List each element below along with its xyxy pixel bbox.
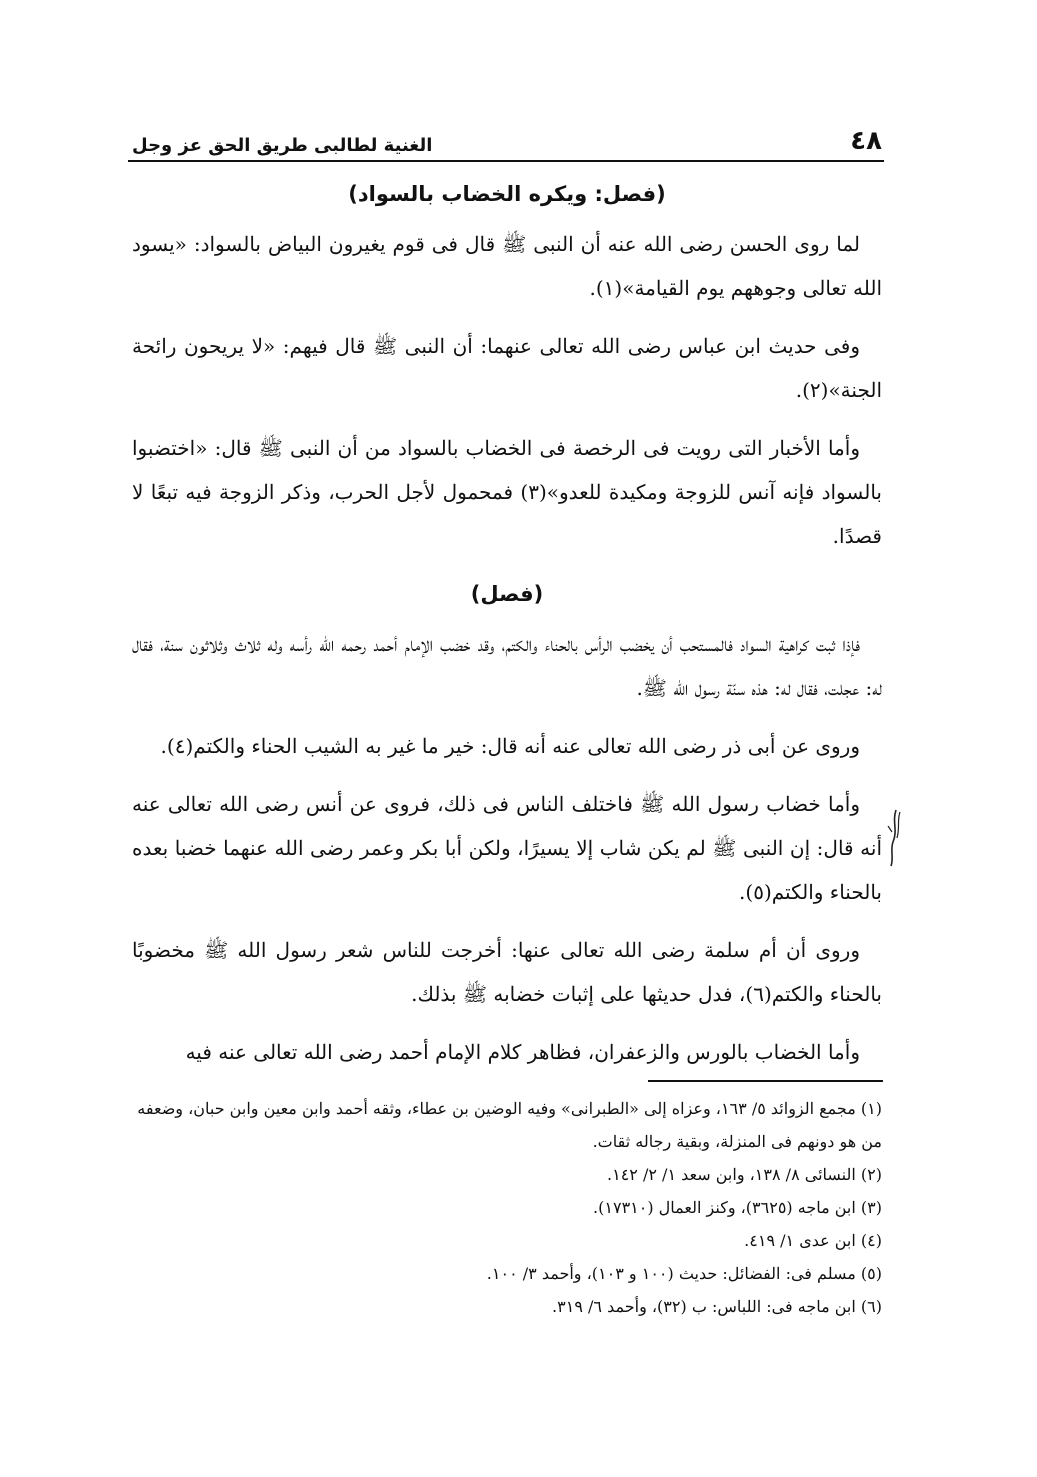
header-rule [128,160,884,162]
paragraph: فإذا ثبت كراهية السواد فالمستحب أن يخضب الرأس بالحناء والكتم، وقد خضب الإمام أحمد رحمه الله رأسه وله ثلاث وثلاثون سنة، فقال له: عجلت، فقال له: هذه سنّة رسول الله ﷺ. [132,632,882,700]
main-text [132,172,882,1088]
running-header [132,116,882,156]
paragraph: لما روى الحسن رضى الله عنه أن النبى ﷺ قال فى قوم يغيرون البياض بالسواد: «يسود الله تعالى وجوههم يوم القيامة»(١). [132,232,882,300]
paragraph: وأما الخضاب بالورس والزعفران، فظاهر كلام الإمام أحمد رضى الله تعالى عنه فيه [185,1040,860,1064]
footnote: (٤) ابن عدى ١/ ٤١٩. [744,1231,882,1250]
page-number: ٤٨ [850,126,882,156]
section-heading: (فصل: ويكره الخضاب بالسواد) [348,182,666,206]
footnotes [132,1092,882,1323]
footnote: (٢) النسائى ٨/ ١٣٨، وابن سعد ١/ ٢/ ١٤٢. [607,1165,882,1184]
footnote-rule [648,1080,883,1082]
paragraph: وروى عن أبى ذر رضى الله تعالى عنه أنه قال: خير ما غير به الشيب الحناء والكتم(٤). [160,734,860,758]
paragraph: وأما الأخبار التى رويت فى الرخصة فى الخضاب بالسواد من أن النبى ﷺ قال: «اختضبوا بالسواد فإنه آنس للزوجة ومكيدة للعدو»(٣) فمحمول لأجل الحرب، وذكر الزوجة فيه تبعًا لا قصدًا. [132,436,882,548]
footnote: (٦) ابن ماجه فى: اللباس: ب (٣٢)، وأحمد ٦/ ٣١٩. [552,1297,882,1316]
paragraph: وفى حديث ابن عباس رضى الله تعالى عنهما: أن النبى ﷺ قال فيهم: «لا يريحون رائحة الجنة»(٢). [132,334,882,402]
footnote: (١) مجمع الزوائد ٥/ ١٦٣، وعزاه إلى «الطبرانى» وفيه الوضين بن عطاء، وثقه أحمد وابن معين وابن حبان، وضعفه من هو دونهم فى المنزلة، وبقية رجاله ثقات. [137,1099,882,1151]
footnote: (٥) مسلم فى: الفضائل: حديث (١٠٠ و ١٠٣)، وأحمد ٣/ ١٠٠. [486,1264,882,1283]
paragraph: وروى أن أم سلمة رضى الله تعالى عنها: أخرجت للناس شعر رسول الله ﷺ مخضوبًا بالحناء والكتم(٦)، فدل حديثها على إثبات خضابه ﷺ بذلك. [132,938,882,1006]
section-heading: (فصل) [470,582,544,606]
handwritten-margin-mark [882,808,904,868]
paragraph: وأما خضاب رسول الله ﷺ فاختلف الناس فى ذلك، فروى عن أنس رضى الله تعالى عنه أنه قال: إن النبى ﷺ لم يكن شاب إلا يسيرًا، ولكن أبا بكر وعمر رضى الله عنهما خضبا بعده بالحناء والكتم(٥). [132,792,882,904]
footnote: (٣) ابن ماجه (٣٦٢٥)، وكنز العمال (١٧٣١٠). [593,1198,882,1217]
book-title: الغنية لطالبى طريق الحق عز وجل [132,135,433,156]
